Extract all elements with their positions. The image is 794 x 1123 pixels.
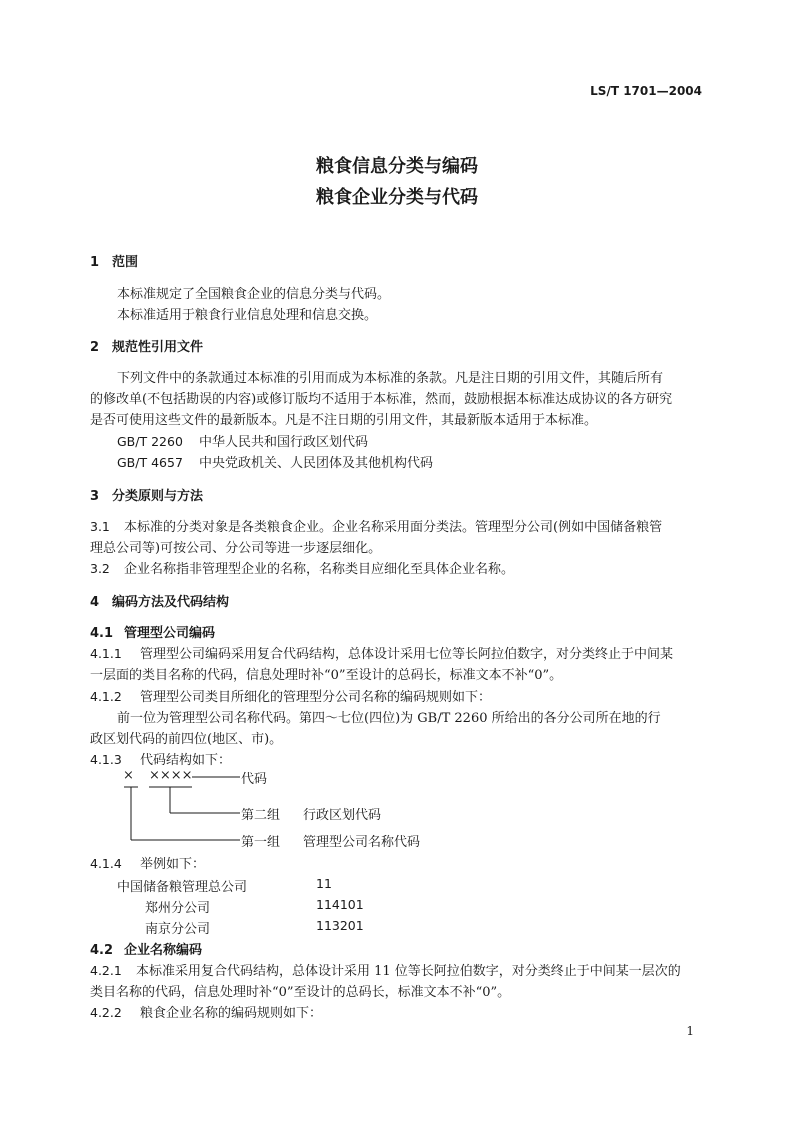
section-number: 3 xyxy=(90,489,100,504)
clause-number: 4.2.1 xyxy=(90,963,122,978)
reference-code: GB/T 4657 xyxy=(117,455,183,470)
example-code: 11 xyxy=(316,876,332,891)
clause-text: 管理型公司编码采用复合代码结构，总体设计采用七位等长阿拉伯数字，对分类终止于中间某 xyxy=(140,647,674,662)
group1-label: 第一组 xyxy=(241,835,281,850)
clause-4-1-4 xyxy=(90,853,205,872)
standard-number: LS/T 1701—2004 xyxy=(590,84,702,98)
clause-number: 3.2 xyxy=(90,561,110,576)
section-title: 范围 xyxy=(112,255,139,270)
section-number: 2 xyxy=(90,340,100,355)
clause-3-1 xyxy=(90,516,662,535)
subsection-number: 4.1 xyxy=(90,626,114,641)
paragraph-line: 的修改单(不包括勘误的内容)或修订版均不适用于本标准，然而，鼓励根据本标准达成协议的各方研究 xyxy=(90,392,673,407)
paragraph: 本标准适用于粮食行业信息处理和信息交换。 xyxy=(117,308,378,323)
reference-code: GB/T 2260 xyxy=(117,434,183,449)
section-title: 规范性引用文件 xyxy=(112,340,204,355)
example-name: 郑州分公司 xyxy=(145,901,211,916)
reference-item xyxy=(117,431,368,450)
subsection-4-1-heading xyxy=(90,622,215,641)
clause-number: 4.2.2 xyxy=(90,1005,122,1020)
subsection-title: 管理型公司编码 xyxy=(124,626,216,641)
paragraph-line: 是否可使用这些文件的最新版本。凡是不注日期的引用文件，其最新版本适用于本标准。 xyxy=(90,413,598,428)
document-title-line1: 粮食信息分类与编码 xyxy=(316,156,478,177)
section-number: 4 xyxy=(90,595,100,610)
group2-description: 行政区划代码 xyxy=(303,808,382,823)
clause-text: 本标准采用复合代码结构，总体设计采用 11 位等长阿拉伯数字，对分类终止于中间某一层次的 xyxy=(136,964,681,979)
reference-item xyxy=(117,452,433,471)
clause-4-1-1 xyxy=(90,643,673,662)
section-2-heading xyxy=(90,336,203,355)
page-number: 1 xyxy=(686,1024,694,1038)
subsection-number: 4.2 xyxy=(90,943,114,958)
section-1-heading xyxy=(90,251,138,270)
clause-3-2 xyxy=(90,558,514,577)
reference-name: 中央党政机关、人民团体及其他机构代码 xyxy=(199,456,434,471)
clause-4-1-2 xyxy=(90,686,491,705)
clause-4-2-2 xyxy=(90,1002,322,1021)
paragraph-line: 类目名称的代码，信息处理时补“0”至设计的总码长，标准文本不补“0”。 xyxy=(90,985,511,1000)
subsection-4-2-heading xyxy=(90,939,202,958)
reference-name: 中华人民共和国行政区划代码 xyxy=(199,435,369,450)
paragraph-line: 政区划代码的前四位(地区、市)。 xyxy=(90,732,283,747)
clause-number: 4.1.4 xyxy=(90,856,122,871)
section-title: 编码方法及代码结构 xyxy=(112,595,230,610)
group2-label: 第二组 xyxy=(241,808,281,823)
clause-number: 4.1.2 xyxy=(90,689,122,704)
clause-text: 管理型公司类目所细化的管理型分公司名称的编码规则如下： xyxy=(140,690,492,705)
section-3-heading xyxy=(90,485,203,504)
clause-number: 4.1.3 xyxy=(90,752,122,767)
example-code: 113201 xyxy=(316,918,364,933)
clause-text: 代码结构如下： xyxy=(140,753,232,768)
clause-text: 粮食企业名称的编码规则如下： xyxy=(140,1006,323,1021)
code-structure-diagram xyxy=(120,766,450,850)
clause-text: 举例如下： xyxy=(140,857,206,872)
paragraph: 本标准规定了全国粮食企业的信息分类与代码。 xyxy=(117,287,391,302)
example-code: 114101 xyxy=(316,897,364,912)
section-4-heading xyxy=(90,591,229,610)
section-title: 分类原则与方法 xyxy=(112,489,204,504)
example-name: 中国储备粮管理总公司 xyxy=(117,880,248,895)
first-digit-symbol: × xyxy=(123,768,134,783)
clause-text: 企业名称指非管理型企业的名称，名称类目应细化至具体企业名称。 xyxy=(124,562,515,577)
paragraph-line: 前一位为管理型公司名称代码。第四～七位(四位)为 GB/T 2260 所给出的各分公司所在地的行 xyxy=(117,711,661,726)
section-number: 1 xyxy=(90,255,100,270)
clause-number: 4.1.1 xyxy=(90,646,122,661)
clause-number: 3.1 xyxy=(90,519,110,534)
paragraph-line: 一层面的类目名称的代码，信息处理时补“0”至设计的总码长，标准文本不补“0”。 xyxy=(90,668,563,683)
example-name: 南京分公司 xyxy=(145,922,211,937)
code-label: 代码 xyxy=(241,772,268,787)
subsection-title: 企业名称编码 xyxy=(124,943,203,958)
group1-description: 管理型公司名称代码 xyxy=(303,835,421,850)
paragraph-line: 理总公司等)可按公司、分公司等进一步逐层细化。 xyxy=(90,541,382,556)
paragraph-line: 下列文件中的条款通过本标准的引用而成为本标准的条款。凡是注日期的引用文件，其随后所有 xyxy=(117,371,664,386)
document-title-line2: 粮食企业分类与代码 xyxy=(316,187,478,208)
clause-text: 本标准的分类对象是各类粮食企业。企业名称采用面分类法。管理型分公司(例如中国储备粮管 xyxy=(124,520,663,535)
clause-4-2-1 xyxy=(90,960,681,979)
group-digits-symbol: ×××× xyxy=(149,768,193,783)
